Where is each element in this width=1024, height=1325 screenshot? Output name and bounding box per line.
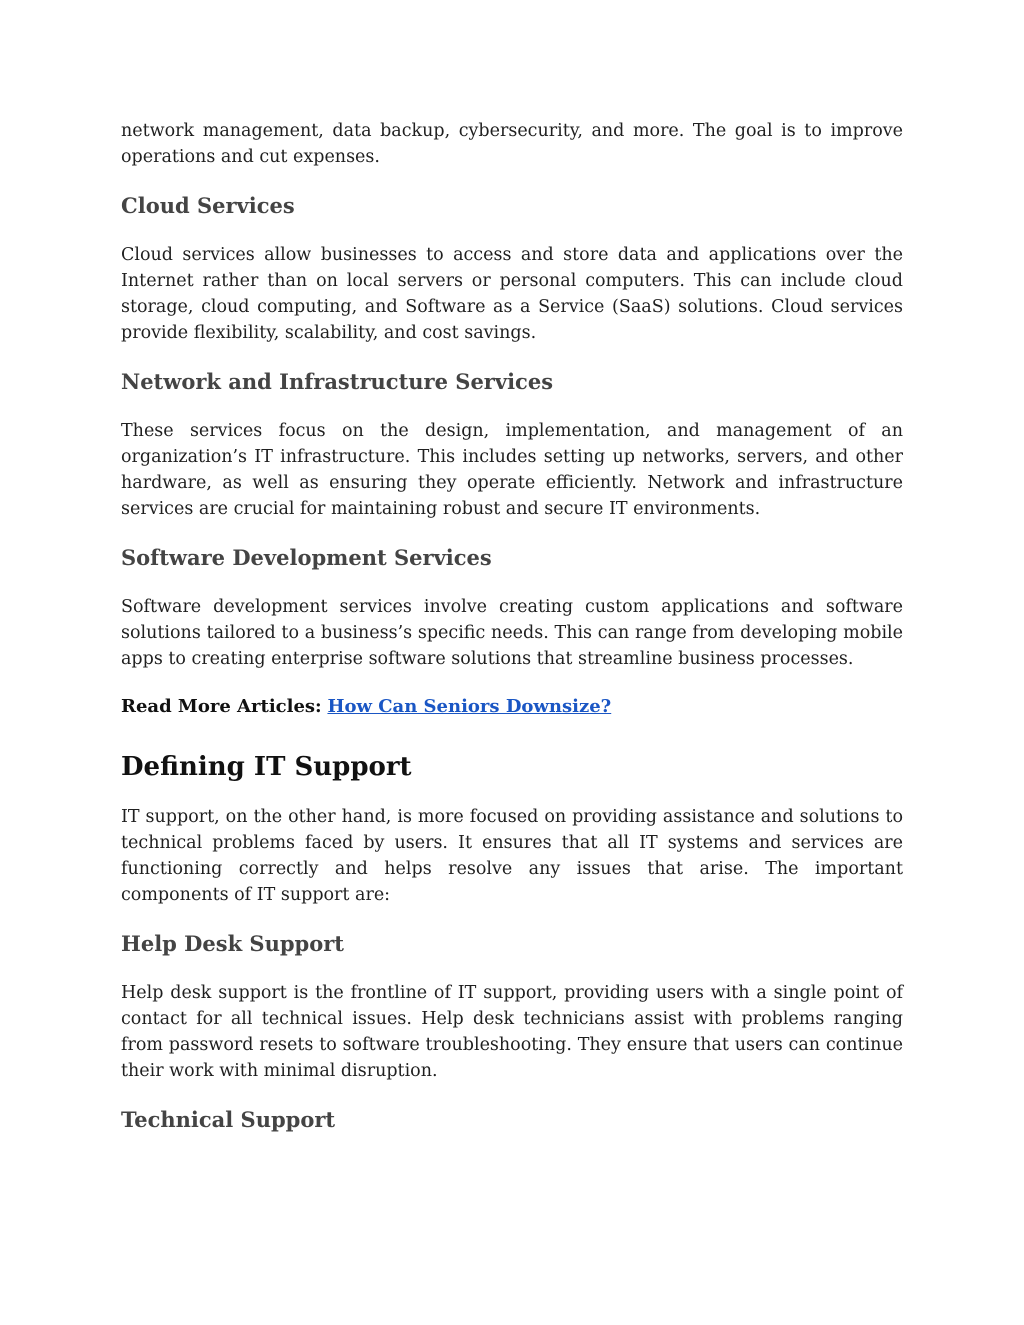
software-development-paragraph: Software development services involve creating custom applications and software solutions tailored to a business’s specific needs. This can range from developing mobile apps to creating enterprise software solutions that streamline business processes. [121, 597, 903, 669]
technical-support-heading: Technical Support [121, 1107, 336, 1132]
read-more-line [121, 694, 903, 720]
help-desk-heading: Help Desk Support [121, 931, 345, 956]
software-development-heading: Software Development Services [121, 545, 492, 570]
document-page [121, 118, 903, 1134]
cloud-services-heading: Cloud Services [121, 193, 295, 218]
network-infrastructure-heading: Network and Infrastructure Services [121, 369, 554, 394]
read-more-link[interactable]: How Can Seniors Downsize? [327, 696, 612, 717]
intro-paragraph: network management, data backup, cybersecurity, and more. The goal is to improve operations and cut expenses. [121, 121, 903, 167]
defining-it-support-heading: Defining IT Support [121, 752, 412, 782]
help-desk-paragraph: Help desk support is the frontline of IT support, providing users with a single point of contact for all technical issues. Help desk technicians assist with problems ranging from password resets to software troubleshooting. They ensure that users can continue their work with minimal disruption. [121, 983, 903, 1081]
cloud-services-paragraph: Cloud services allow businesses to access and store data and applications over the Internet rather than on local servers or personal computers. This can include cloud storage, cloud computing, and Software as a Service (SaaS) solutions. Cloud services provide flexibility, scalability, and cost savings. [121, 245, 903, 343]
read-more-label: Read More Articles: [121, 696, 322, 717]
it-support-paragraph: IT support, on the other hand, is more focused on providing assistance and solutions to technical problems faced by users. It ensures that all IT systems and services are functioning correctly and helps resolve any issues that arise. The important components of IT support are: [121, 807, 903, 905]
network-infrastructure-paragraph: These services focus on the design, implementation, and management of an organization’s IT infrastructure. This includes setting up networks, servers, and other hardware, as well as ensuring they operate efficiently. Network and infrastructure services are crucial for maintaining robust and secure IT environments. [121, 421, 903, 519]
